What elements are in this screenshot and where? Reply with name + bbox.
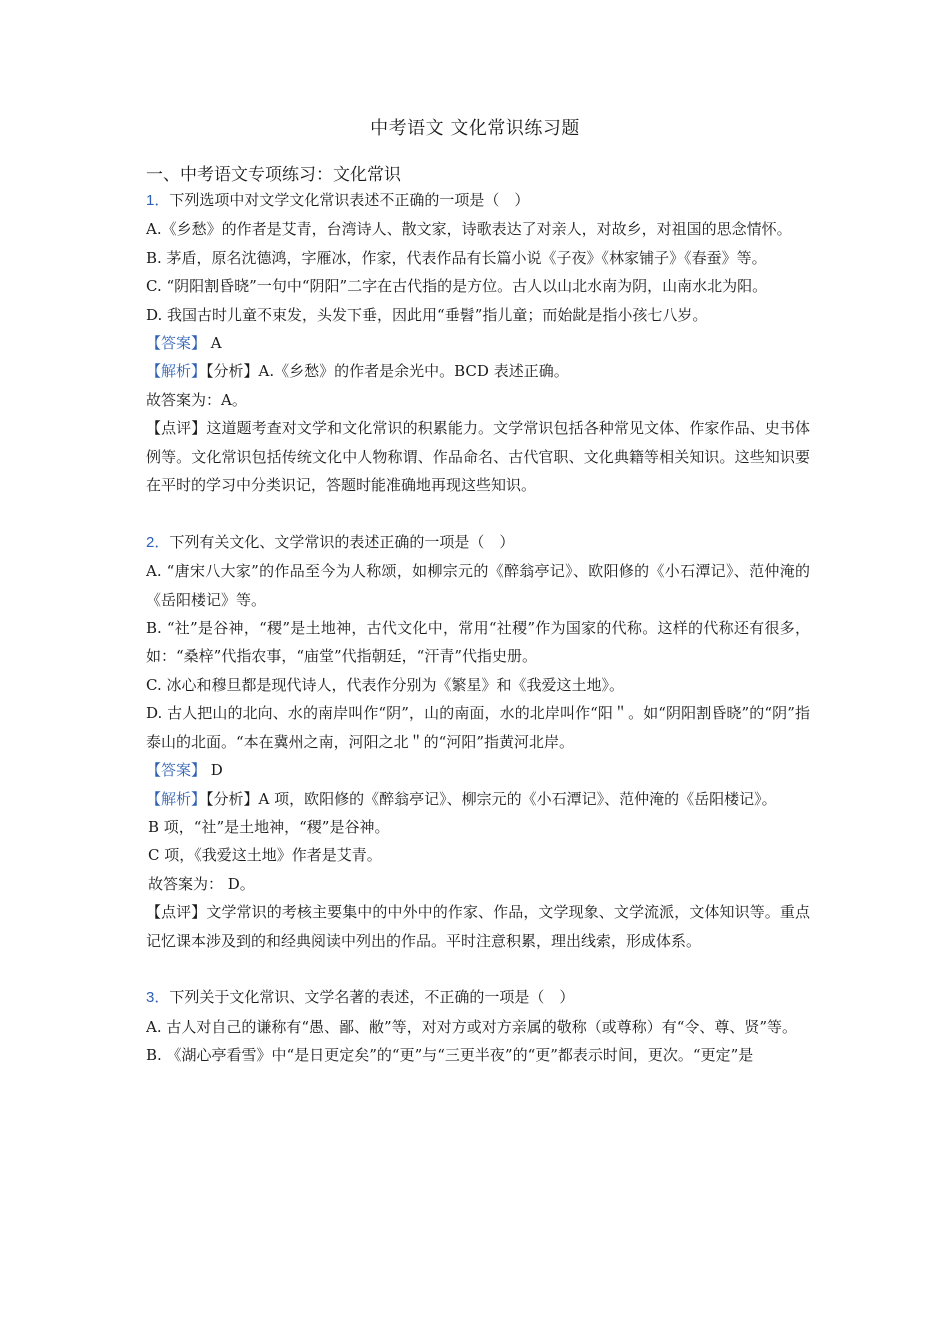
- question-2-analysis: [146, 785, 810, 813]
- question-2-option-b: B. “社”是谷神，“稷”是土地神，古代文化中，常用“社稷”作为国家的代称。这样的代称还有很多，如：“桑梓”代指农事，“庙堂”代指朝廷，“汗青”代指史册。: [146, 619, 810, 666]
- question-2-option-d: D. 古人把山的北向、水的南岸叫作“阴”，山的南面，水的北岸叫作“阳＂。如“阴阳割昏晓”的“阴”指泰山的北面。“本在冀州之南，河阳之北＂的“河阳”指黄河北岸。: [146, 704, 810, 751]
- question-2-answer: [146, 756, 810, 784]
- question-1-option-a: A.《乡愁》的作者是艾青，台湾诗人、散文家，诗歌表达了对亲人，对故乡，对祖国的思念情怀。: [146, 220, 792, 239]
- question-1-option-d: D. 我国古时儿童不束发，头发下垂，因此用“垂髫”指儿童；而始龀是指小孩七八岁。: [146, 305, 708, 324]
- answer-value: A: [210, 334, 222, 353]
- question-3-option-a: A. 古人对自己的谦称有“愚、鄙、敝”等，对对方或对方亲属的敬称（或尊称）有“令、尊、贤”等。: [146, 1017, 798, 1036]
- question-number: 2．: [146, 533, 170, 551]
- question-2-stem: [146, 528, 810, 557]
- analysis-label: 【解析】: [146, 362, 207, 381]
- question-2-option-a: A. “唐宋八大家”的作品至今为人称颂，如柳宗元的《醉翁亭记》、欧阳修的《小石潭记》、范仲淹的《岳阳楼记》等。: [146, 562, 810, 609]
- answer-value: D: [210, 761, 223, 780]
- question-2-analysis-b: B 项，“社”是土地神，“稷”是谷神。: [148, 817, 390, 836]
- document-body: [146, 186, 810, 1070]
- question-number: 1．: [146, 192, 170, 209]
- question-text: 下列选项中对文学文化常识表述不正确的一项是（ ）: [169, 191, 530, 209]
- spacer: [146, 499, 810, 527]
- section-heading: 一、中考语文专项练习：文化常识: [146, 165, 401, 185]
- answer-label: 【答案】: [146, 761, 207, 780]
- question-text: 下列有关文化、文学常识的表述正确的一项是（ ）: [169, 532, 515, 551]
- question-2-option-c: C. 冰心和穆旦都是现代诗人，代表作分别为《繁星》和《我爱这土地》。: [146, 675, 624, 694]
- question-1-comment: 【点评】这道题考查对文学和文化常识的积累能力。文学常识包括各种常见文体、作家作品、史书体例等。文化常识包括传统文化中人物称谓、作品命名、古代官职、文化典籍等相关知识。这些知识要在平时的学习中分类识记，答题时能准确地再现这些知识。: [146, 419, 810, 495]
- question-1-stem: [146, 186, 810, 215]
- question-2-final-answer: 故答案为： D。: [148, 874, 255, 893]
- answer-label: 【答案】: [146, 334, 207, 353]
- question-1-answer: [146, 329, 810, 357]
- document-title: 中考语文 文化常识练习题: [370, 118, 580, 139]
- question-3-stem: [146, 983, 810, 1012]
- analysis-label: 【解析】: [146, 789, 207, 808]
- analysis-text: 【分析】A.《乡愁》的作者是余光中。BCD 表述正确。: [206, 362, 569, 381]
- question-2-comment: 【点评】文学常识的考核主要集中的中外中的作家、作品，文学现象、文学流派，文体知识等。重点记忆课本涉及到的和经典阅读中列出的作品。平时注意积累，理出线索，形成体系。: [146, 903, 810, 950]
- question-1-option-b: B. 茅盾，原名沈德鸿，字雁冰，作家，代表作品有长篇小说《子夜》《林家铺子》《春蚕》等。: [146, 248, 767, 267]
- question-1-final-answer: 故答案为：A。: [146, 390, 247, 409]
- analysis-text: 【分析】A 项，欧阳修的《醉翁亭记》、柳宗元的《小石潭记》、范仲淹的《岳阳楼记》。: [206, 789, 777, 808]
- question-2-analysis-c: C 项，《我爱这土地》作者是艾青。: [148, 846, 382, 865]
- question-number: 3．: [146, 989, 170, 1007]
- question-1-option-c: C. “阴阳割昏晓”一句中“阴阳”二字在古代指的是方位。古人以山北水南为阴，山南水北为阳。: [146, 277, 768, 296]
- question-text: 下列关于文化常识、文学名著的表述，不正确的一项是（ ）: [169, 988, 575, 1007]
- spacer: [146, 955, 810, 983]
- question-1-analysis: [146, 357, 810, 385]
- question-3-option-b: B. 《湖心亭看雪》中“是日更定矣”的“更”与“三更半夜”的“更”都表示时间，更次。“更定”是: [146, 1046, 754, 1065]
